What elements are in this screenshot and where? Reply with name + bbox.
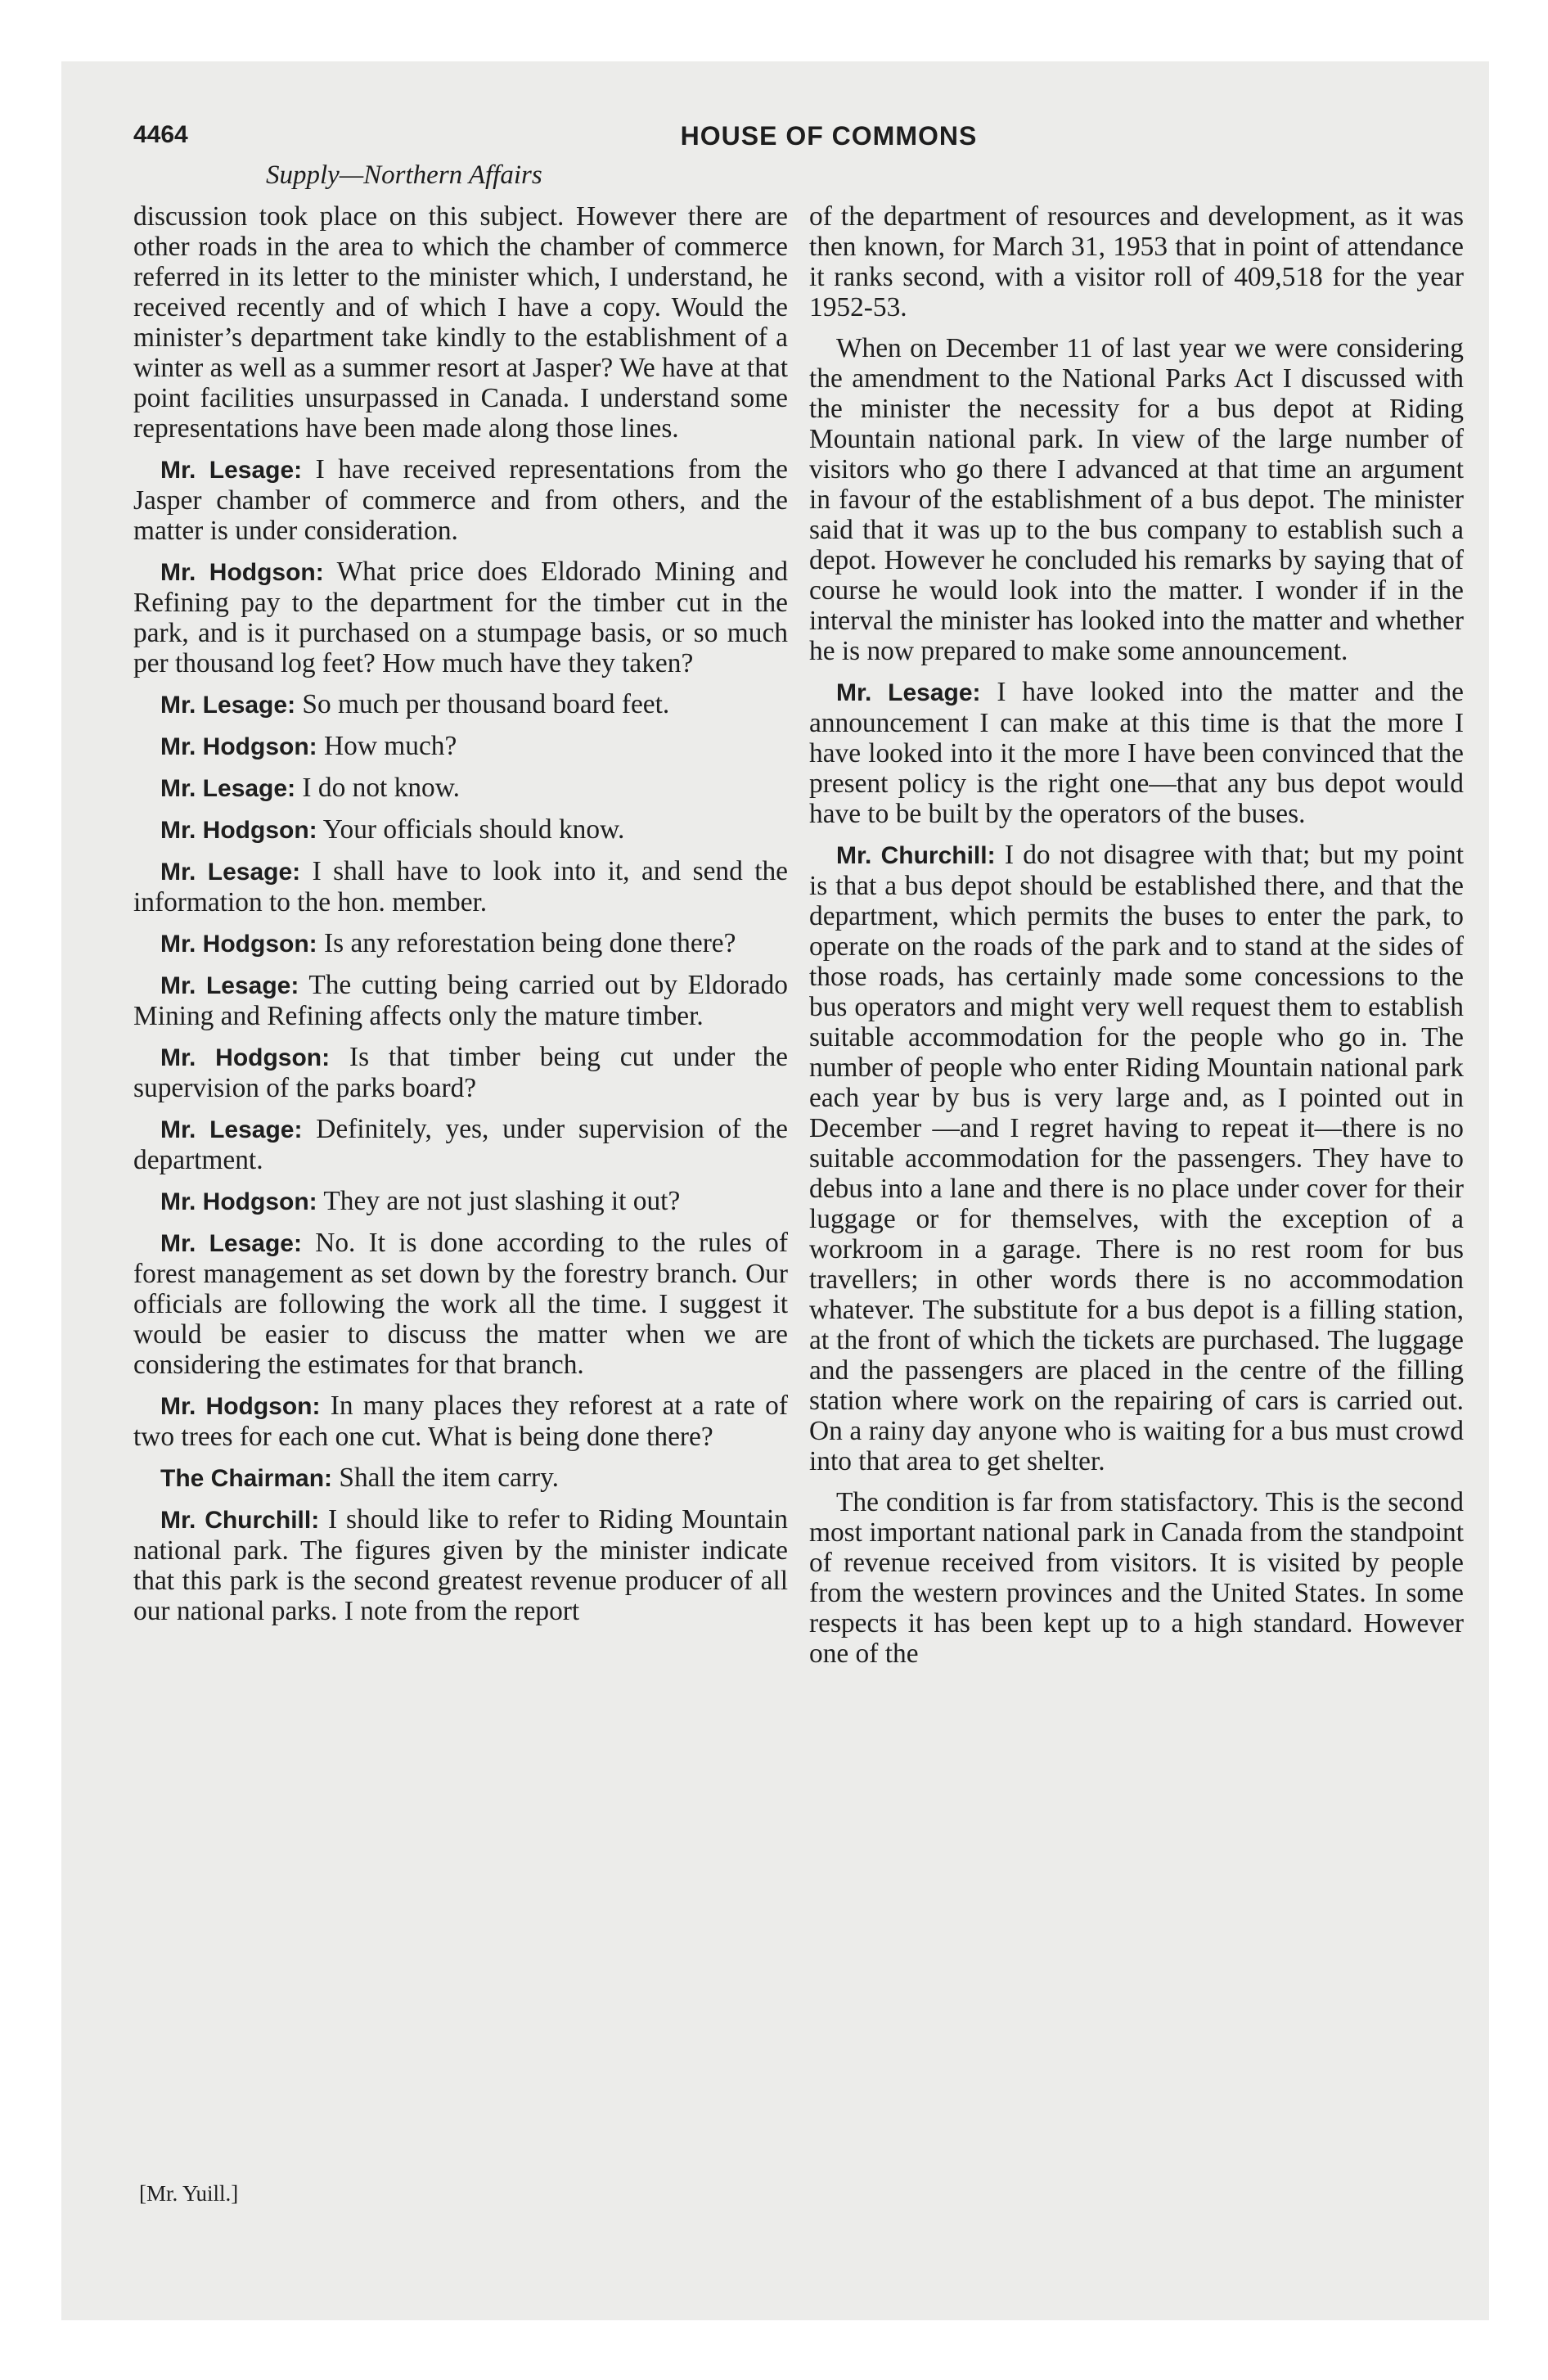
speaker-name: Mr. Hodgson: xyxy=(160,1393,321,1420)
paragraph-text: discussion took place on this subject. However there are other roads in the area to which the chamber of commerce referred in its letter to the minister which, I understand, he received recently and of which I have a copy. Would the minister’s department take kindly to the establishment of a winter as well as a summer resort at Jasper? We have at that point facilities unsurpassed in Canada. I understand some representations have been made along those lines. xyxy=(133,201,788,444)
speaker-name: Mr. Hodgson: xyxy=(160,817,317,844)
speaker-name: Mr. Lesage: xyxy=(160,775,296,802)
paragraph xyxy=(133,689,788,720)
section-subhead: Supply—Northern Affairs xyxy=(266,160,542,190)
paragraph xyxy=(133,1391,788,1452)
speaker-name: Mr. Hodgson: xyxy=(160,733,317,760)
paragraph-text: Shall the item carry. xyxy=(339,1463,559,1493)
paragraph-text: of the department of resources and development, as it was then known, for March 31, 1953 that in point of attendance it ranks second, with a visitor roll of 409,518 for the year 1952-53. xyxy=(809,201,1464,322)
speaker-name: Mr. Lesage: xyxy=(160,1230,302,1257)
speaker-name: Mr. Lesage: xyxy=(160,1116,303,1143)
footer-speaker-mark: [Mr. Yuill.] xyxy=(139,2181,239,2206)
paragraph-text: Your officials should know. xyxy=(322,814,625,845)
speaker-name: Mr. Hodgson: xyxy=(160,931,317,958)
speaker-name: Mr. Hodgson: xyxy=(160,1188,317,1215)
paragraph-text: I have received representations from the Jasper chamber of commerce and from others, and the matter is under consideration. xyxy=(133,454,789,546)
speaker-name: Mr. Hodgson: xyxy=(160,1044,331,1071)
paragraph-text: Is that timber being cut under the supervision of the parks board? xyxy=(133,1042,788,1103)
paragraph xyxy=(809,840,1464,1476)
speaker-name: Mr. Lesage: xyxy=(160,692,296,719)
speaker-name: Mr. Lesage: xyxy=(160,859,301,886)
paragraph xyxy=(133,773,788,804)
paragraph xyxy=(809,201,1464,322)
right-column xyxy=(809,201,1464,1679)
paragraph-text: I do not know. xyxy=(302,773,461,803)
paragraph-text: In many places they reforest at a rate of two trees for each one cut. What is being done there? xyxy=(133,1391,788,1452)
speaker-name: Mr. Lesage: xyxy=(160,972,299,999)
running-head: HOUSE OF COMMONS xyxy=(680,121,978,151)
paragraph-text: I do not disagree with that; but my point is that a bus depot should be established there, and that the department, which permits the buses to enter the park, to operate on the roads of the park and to stand at the sides of those roads, has certainly made some concessions to the bus operators and might very well request them to establish suitable accommodation for the people who go in. The number of people who enter Riding Mountain national park each year by bus is very large and, as I pointed out in December —and I regret having to repeat it—there is no suitable accommodation for the passengers. They have to debus into a lane and there is no place under cover for their luggage or for themselves, with the exception of a workroom in a garage. There is no rest room for bus travellers; in other words there is no accommodation whatever. The substitute for a bus depot is a filling station, at the front of which the tickets are purchased. The luggage and the passengers are placed in the centre of the filling station where work on the repairing of cars is carried out. On a rainy day anyone who is waiting for a bus must crowd into that area to get shelter. xyxy=(809,840,1464,1476)
paragraph xyxy=(809,333,1464,666)
page-number: 4464 xyxy=(133,121,188,148)
paragraph xyxy=(133,814,788,845)
paragraph xyxy=(133,1042,788,1103)
paragraph xyxy=(133,1504,788,1626)
speaker-name: The Chairman: xyxy=(160,1465,333,1492)
paragraph xyxy=(133,856,788,917)
speaker-name: Mr. Churchill: xyxy=(836,842,996,869)
paragraph xyxy=(133,731,788,762)
paragraph-text: The condition is far from statisfactory. This is the second most important national park in Canada from the standpoint of revenue received from visitors. It is visited by people from the western provinces and the United States. In some respects it has been kept up to a high standard. However one of the xyxy=(809,1487,1464,1669)
paragraph xyxy=(133,928,788,959)
paragraph-text: When on December 11 of last year we were considering the amendment to the National Parks Act I discussed with the minister the necessity for a bus depot at Riding Mountain national park. In view of the large number of visitors who go there I advanced at that time an argument in favour of the establishment of a bus depot. The minister said that it was up to the bus company to establish such a depot. However he concluded his remarks by saying that of course he would look into the matter. I wonder if in the interval the minister has looked into the matter and whether he is now prepared to make some announcement. xyxy=(809,333,1464,666)
paragraph xyxy=(133,1186,788,1217)
paragraph-text: I have looked into the matter and the announcement I can make at this time is that the more I have looked into it the more I have been convinced that the present policy is the right one—that any bus depot would have to be built by the operators of the buses. xyxy=(809,677,1464,829)
left-column xyxy=(133,201,788,1637)
paragraph xyxy=(133,1114,788,1175)
speaker-name: Mr. Churchill: xyxy=(160,1507,320,1534)
speaker-name: Mr. Lesage: xyxy=(160,457,303,484)
paragraph-text: I shall have to look into it, and send the information to the hon. member. xyxy=(133,856,789,917)
speaker-name: Mr. Lesage: xyxy=(836,679,981,706)
page-header xyxy=(133,121,1475,162)
paragraph-text: How much? xyxy=(324,731,457,761)
paragraph xyxy=(809,1487,1464,1669)
paragraph xyxy=(133,201,788,444)
paragraph-text: Is any reforestation being done there? xyxy=(324,928,736,958)
paragraph-text: The cutting being carried out by Eldorado Mining and Refining affects only the mature timber. xyxy=(133,970,788,1031)
paragraph xyxy=(133,557,788,678)
speaker-name: Mr. Hodgson: xyxy=(160,559,324,586)
paragraph-text: They are not just slashing it out? xyxy=(323,1186,681,1216)
paragraph-text: No. It is done according to the rules of forest management as set down by the forestry branch. Our officials are following the work all the time. I suggest it would be easier to discuss the matter when we are considering the estimates for that branch. xyxy=(133,1228,788,1380)
paragraph xyxy=(133,454,788,546)
paragraph-text: I should like to refer to Riding Mountain national park. The figures given by the minister indicate that this park is the second greatest revenue producer of all our national parks. I note from the report xyxy=(133,1504,788,1626)
paragraph xyxy=(133,1463,788,1494)
paragraph xyxy=(133,970,788,1031)
paragraph xyxy=(809,677,1464,829)
paragraph-text: Definitely, yes, under supervision of the department. xyxy=(133,1114,788,1175)
paragraph-text: So much per thousand board feet. xyxy=(302,689,670,719)
paragraph-text: What price does Eldorado Mining and Refining pay to the department for the timber cut in the park, and is it purchased on a stumpage basis, or so much per thousand log feet? How much have they taken? xyxy=(133,557,788,678)
paragraph xyxy=(133,1228,788,1380)
